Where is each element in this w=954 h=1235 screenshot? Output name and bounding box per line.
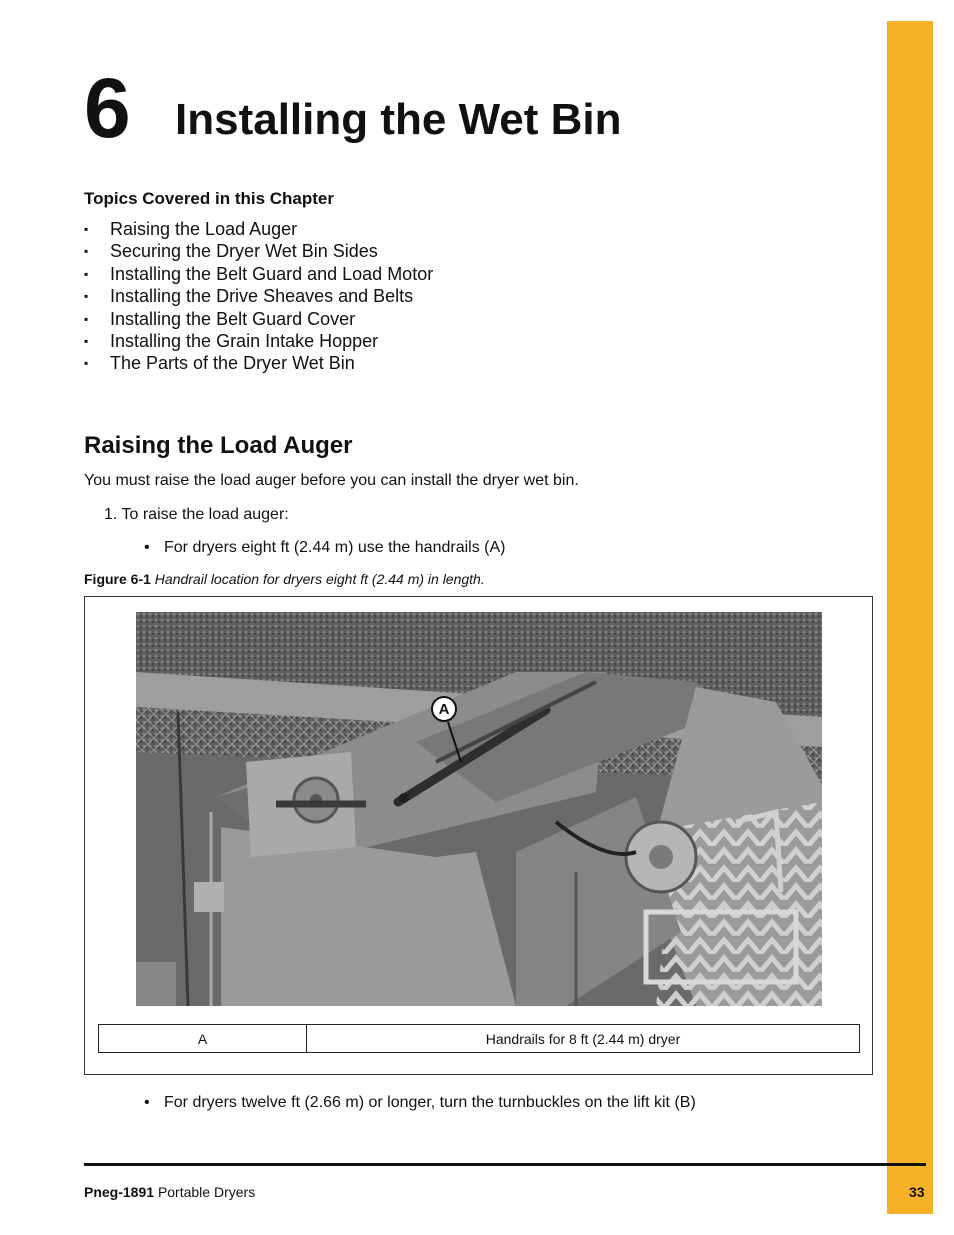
bullet-icon: ▪ <box>84 244 89 259</box>
topic-item[interactable]: ▪ The Parts of the Dryer Wet Bin <box>84 353 355 374</box>
footer-doc-id: Pneg-1891 <box>84 1184 155 1200</box>
topic-item[interactable]: ▪ Installing the Grain Intake Hopper <box>84 330 379 351</box>
figure-caption-text: Handrail location for dryers eight ft (2.44 m) in length. <box>154 571 485 587</box>
bullet-turnbuckles: • For dryers twelve ft (2.66 m) or longer, turn the turnbuckles on the lift kit (B) <box>144 1094 696 1111</box>
bullet-dot-icon: • <box>144 1094 150 1111</box>
topic-item[interactable]: ▪ Securing the Dryer Wet Bin Sides <box>84 241 378 262</box>
footer-divider <box>84 1163 926 1166</box>
topic-item[interactable]: ▪ Installing the Belt Guard and Load Motor <box>84 263 434 284</box>
page-number: 33 <box>909 1184 925 1200</box>
legend-key: A <box>99 1025 307 1053</box>
footer-doc-title: Portable Dryers <box>157 1184 256 1200</box>
chapter-tab-sidebar <box>887 21 933 1214</box>
callout-a-label: A <box>438 700 450 718</box>
bullet-icon: ▪ <box>84 311 89 326</box>
bullet-icon: ▪ <box>84 356 89 371</box>
legend-row <box>99 1025 860 1053</box>
legend-description: Handrails for 8 ft (2.44 m) dryer <box>307 1025 860 1053</box>
topics-list <box>84 218 433 375</box>
step-1: 1. To raise the load auger: <box>104 506 289 523</box>
figure-label: Figure 6-1 <box>84 571 151 587</box>
bullet-icon: ▪ <box>84 333 89 348</box>
figure-caption <box>84 571 485 587</box>
figure-legend-table <box>98 1024 860 1053</box>
bullet-handrails: • For dryers eight ft (2.44 m) use the handrails (A) <box>144 539 506 556</box>
topics-heading: Topics Covered in this Chapter <box>84 189 335 208</box>
chapter-title: Installing the Wet Bin <box>175 95 622 144</box>
bullet-icon: ▪ <box>84 222 89 236</box>
section-heading: Raising the Load Auger <box>84 432 353 459</box>
footer-doc-info <box>84 1184 255 1200</box>
topic-item[interactable]: ▪ Installing the Belt Guard Cover <box>84 308 356 329</box>
bullet-icon: ▪ <box>84 289 89 304</box>
bullet-icon: ▪ <box>84 266 89 281</box>
topic-item[interactable]: ▪ Raising the Load Auger <box>84 219 298 239</box>
bullet-dot-icon: • <box>144 539 150 556</box>
figure-photo <box>136 612 822 1006</box>
topic-item[interactable]: ▪ Installing the Drive Sheaves and Belts <box>84 286 414 307</box>
intro-paragraph: You must raise the load auger before you can install the dryer wet bin. <box>84 472 579 489</box>
callout-a-icon <box>431 696 457 722</box>
chapter-number: 6 <box>84 61 131 155</box>
